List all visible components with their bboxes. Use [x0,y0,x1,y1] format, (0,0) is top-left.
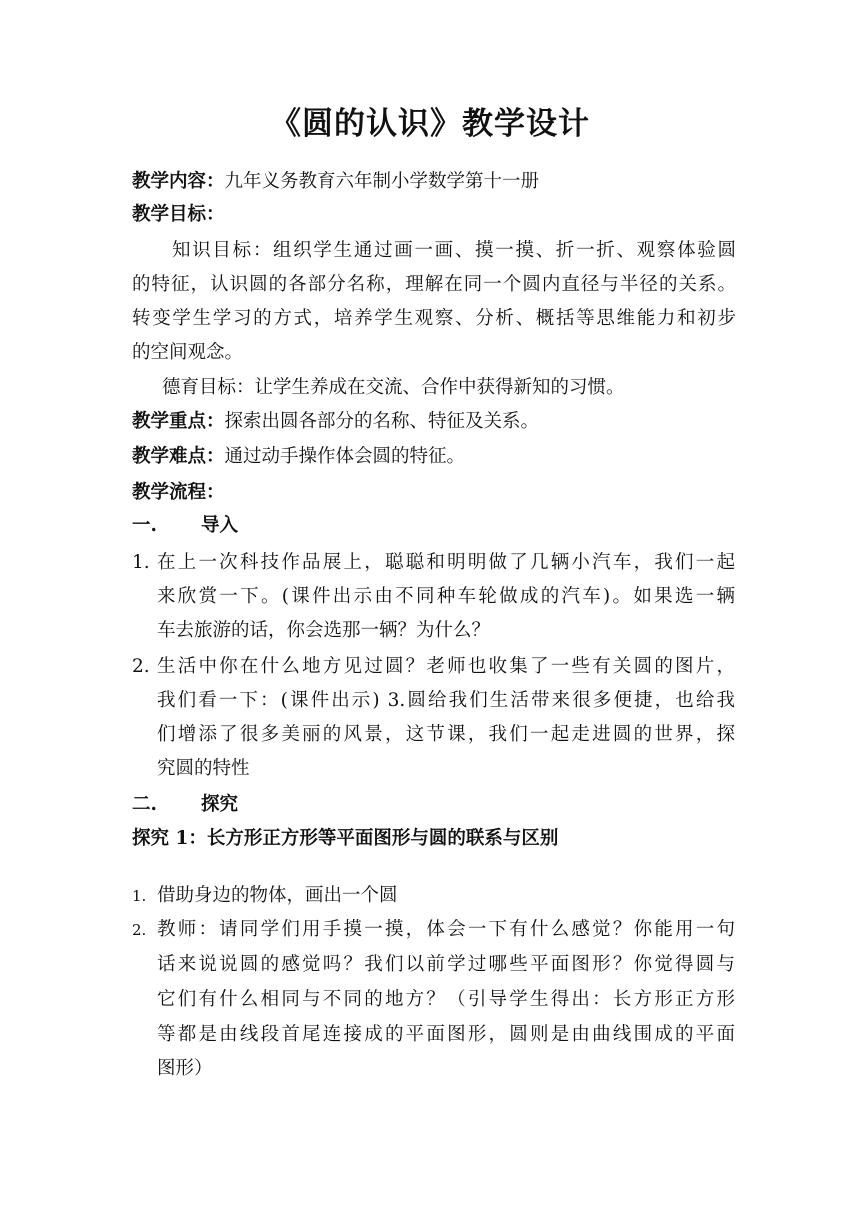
section-heading-intro [132,509,736,543]
list-number-1: 1. [132,552,150,573]
difficulty-line [132,440,736,474]
teaching-process-label: 教学流程： [132,482,225,503]
section-heading-explore [132,788,736,822]
intro-item-1-line-3: 车去旅游的话，你会选那一辆？为什么？ [157,620,491,641]
explore-item-2-line-3: 它们有什么相同与不同的地方？（引导学生得出：长方形正方形 [157,989,735,1010]
key-point-value: 探索出圆各部分的名称、特征及关系。 [224,411,540,432]
explore-item-2-line-2: 话来说说圆的感觉吗？我们以前学过哪些平面图形？你觉得圆与 [157,954,735,975]
teaching-goals-label: 教学目标： [132,204,225,225]
section-number: 二. [132,794,157,815]
section-title: 探究 [200,794,238,815]
explore-item-2-line-1: 教师：请同学们用手摸一摸，体会一下有什么感觉？你能用一句 [157,919,735,940]
knowledge-goal-line-2: 的特征，认识圆的各部分名称，理解在同一个圆内直径与半径的关系。 [132,274,736,295]
teaching-content-label: 教学内容： [132,171,225,192]
intro-item-2-line-4: 究圆的特性 [157,758,250,779]
section-number: 一. [132,515,157,536]
key-point-label: 教学重点： [132,411,225,432]
teaching-content-value: 九年义务教育六年制小学数学第十一册 [224,171,540,192]
list-number-sub-2: 2. [132,921,147,939]
knowledge-goal-line-4: 的空间观念。 [132,342,244,363]
teaching-content-line [132,165,736,199]
document-title: 《圆的认识》教学设计 [270,106,590,142]
intro-item-1-line-2: 来欣赏一下。(课件出示由不同种车轮做成的汽车)。如果选一辆 [157,586,735,607]
section-title: 导入 [200,515,238,536]
intro-item-2-line-3: 们增添了很多美丽的风景，这节课，我们一起走进圆的世界，探 [157,724,735,745]
difficulty-value: 通过动手操作体会圆的特征。 [224,446,466,467]
intro-item-1-line-1: 在上一次科技作品展上，聪聪和明明做了几辆小汽车，我们一起 [157,552,735,573]
moral-goal-line: 德育目标：让学生养成在交流、合作中获得新知的习惯。 [162,377,625,398]
knowledge-goal-line-1: 知识目标：组织学生通过画一画、摸一摸、折一折、观察体验圆 [172,240,736,261]
key-point-line [132,405,736,439]
difficulty-label: 教学难点： [132,446,225,467]
explore-1-heading: 探究 1：长方形正方形等平面图形与圆的联系与区别 [132,828,559,849]
knowledge-goal-line-3: 转变学生学习的方式，培养学生观察、分析、概括等思维能力和初步 [132,308,736,329]
explore-item-1-text: 借助身边的物体，画出一个圆 [157,885,398,906]
list-number-sub-1: 1. [132,887,147,905]
explore-item-2-line-4: 等都是由线段首尾连接成的平面图形，圆则是由曲线围成的平面 [157,1024,735,1045]
explore-item-2-line-5: 图形） [157,1058,213,1079]
list-number-2: 2. [132,656,150,677]
intro-item-2-line-1: 生活中你在什么地方见过圆？老师也收集了一些有关圆的图片， [157,656,735,677]
intro-item-2-line-2: 我们看一下：(课件出示) 3.圆给我们生活带来很多便捷，也给我 [157,690,735,711]
